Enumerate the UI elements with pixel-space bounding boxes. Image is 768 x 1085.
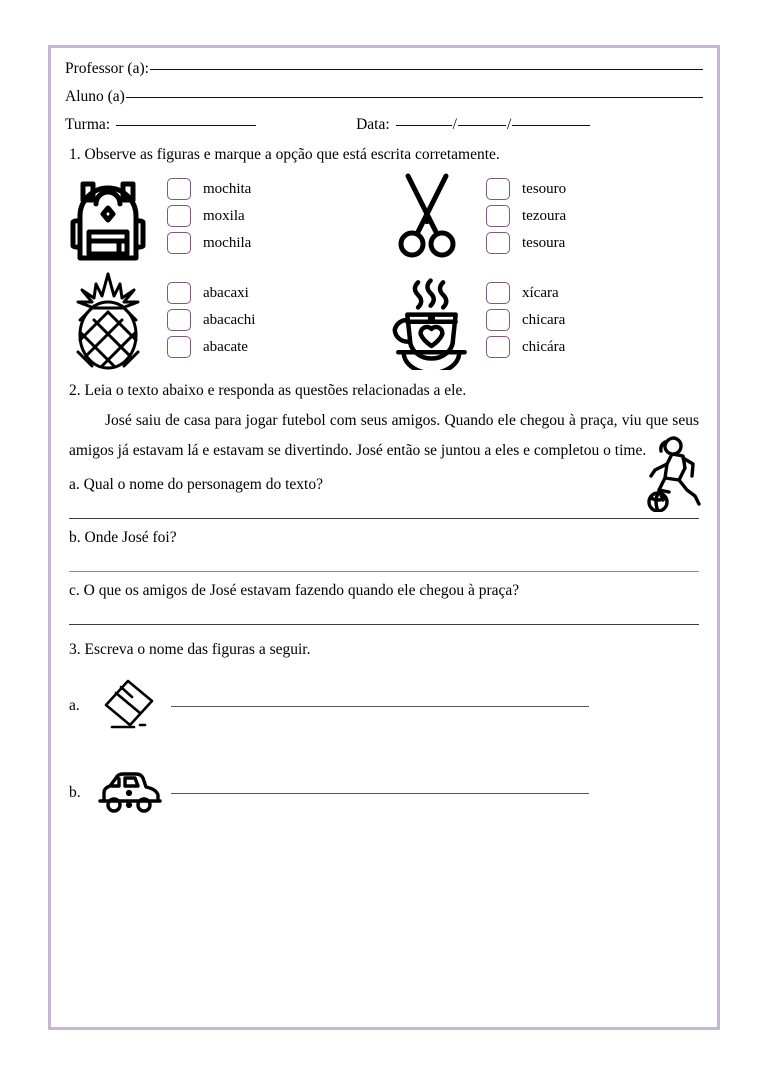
scissors-options bbox=[486, 178, 566, 254]
option-row[interactable] bbox=[486, 282, 565, 304]
option-row[interactable] bbox=[167, 232, 251, 254]
data-label: Data: bbox=[356, 116, 390, 133]
turma-data-row bbox=[65, 116, 703, 134]
checkbox-abacachi[interactable] bbox=[167, 309, 191, 331]
eraser-icon bbox=[95, 677, 167, 735]
data-field bbox=[356, 116, 590, 134]
exercise2-passage-block bbox=[69, 406, 699, 466]
exercise1-item-backpack bbox=[65, 170, 384, 262]
exercise1-item-scissors bbox=[384, 170, 703, 262]
data-slash-2: / bbox=[506, 116, 512, 133]
pineapple-icon bbox=[65, 268, 151, 372]
option-row[interactable] bbox=[167, 178, 251, 200]
soccer-player-icon bbox=[643, 432, 705, 523]
data-year-line[interactable] bbox=[512, 125, 590, 126]
exercise2-question-a: a. Qual o nome do personagem do texto? bbox=[69, 476, 323, 494]
option-label: chicára bbox=[522, 338, 566, 355]
teacup-options bbox=[486, 282, 565, 358]
answer-line-b[interactable] bbox=[69, 571, 699, 572]
turma-input-line[interactable] bbox=[116, 125, 256, 126]
turma-field bbox=[65, 116, 256, 134]
option-label: abacachi bbox=[203, 311, 256, 328]
option-row[interactable] bbox=[486, 336, 565, 358]
pineapple-options bbox=[167, 282, 255, 358]
exercise3-item-car bbox=[65, 771, 703, 815]
exercise2-question-b: b. Onde José foi? bbox=[69, 529, 177, 547]
exercise1-item-pineapple bbox=[65, 268, 384, 372]
aluno-label: Aluno (a) bbox=[65, 88, 125, 105]
option-label: chicara bbox=[522, 311, 566, 328]
answer-line-a[interactable] bbox=[69, 518, 699, 519]
option-row[interactable] bbox=[167, 336, 255, 358]
worksheet-page bbox=[48, 45, 720, 1030]
exercise2-prompt: 2. Leia o texto abaixo e responda as questões relacionadas a ele. bbox=[69, 382, 467, 399]
scissors-icon bbox=[384, 170, 470, 262]
exercise3-prompt: 3. Escreva o nome das figuras a seguir. bbox=[69, 641, 311, 659]
checkbox-tesouro[interactable] bbox=[486, 178, 510, 200]
option-label: tezoura bbox=[522, 207, 567, 224]
checkbox-tezoura[interactable] bbox=[486, 205, 510, 227]
option-label: tesouro bbox=[522, 180, 567, 197]
option-label: abacaxi bbox=[203, 284, 249, 301]
option-row[interactable] bbox=[167, 309, 255, 331]
option-row[interactable] bbox=[486, 178, 566, 200]
exercise1-item-teacup bbox=[384, 270, 703, 370]
answer-line-c[interactable] bbox=[69, 624, 699, 625]
exercise2-question-c: c. O que os amigos de José estavam fazendo quando ele chegou à praça? bbox=[69, 582, 520, 600]
option-row[interactable] bbox=[167, 205, 251, 227]
worksheet-content bbox=[51, 48, 717, 1027]
option-row[interactable] bbox=[486, 232, 566, 254]
checkbox-mochita[interactable] bbox=[167, 178, 191, 200]
exercise3-letter: b. bbox=[69, 784, 81, 802]
checkbox-chicara[interactable] bbox=[486, 309, 510, 331]
option-row[interactable] bbox=[167, 282, 255, 304]
option-label: abacate bbox=[203, 338, 248, 355]
option-label: tesoura bbox=[522, 234, 566, 251]
option-label: mochila bbox=[203, 234, 252, 251]
option-row[interactable] bbox=[486, 205, 566, 227]
backpack-options bbox=[167, 178, 251, 254]
aluno-field-row bbox=[65, 88, 703, 106]
checkbox-chicara-acento[interactable] bbox=[486, 336, 510, 358]
aluno-input-line[interactable] bbox=[126, 97, 703, 98]
data-slash-1: / bbox=[452, 116, 457, 133]
option-label: xícara bbox=[522, 284, 559, 301]
option-label: mochita bbox=[203, 180, 252, 197]
data-day-line[interactable] bbox=[396, 125, 452, 126]
checkbox-abacate[interactable] bbox=[167, 336, 191, 358]
professor-field-row bbox=[65, 60, 703, 78]
checkbox-mochila[interactable] bbox=[167, 232, 191, 254]
checkbox-tesoura[interactable] bbox=[486, 232, 510, 254]
backpack-icon bbox=[65, 170, 151, 262]
professor-label: Professor (a): bbox=[65, 60, 149, 77]
exercise1-prompt: 1. Observe as figuras e marque a opção que está escrita corretamente. bbox=[69, 146, 500, 163]
checkbox-abacaxi[interactable] bbox=[167, 282, 191, 304]
checkbox-moxila[interactable] bbox=[167, 205, 191, 227]
checkbox-xicara[interactable] bbox=[486, 282, 510, 304]
option-row[interactable] bbox=[486, 309, 565, 331]
professor-input-line[interactable] bbox=[150, 69, 703, 70]
teacup-icon bbox=[384, 270, 470, 370]
exercise3-item-eraser bbox=[65, 677, 703, 735]
exercise3-answer-line-b[interactable] bbox=[171, 793, 589, 794]
passage-text: José saiu de casa para jogar futebol com seus amigos. Quando ele chegou à praça, viu que seus amigos já estavam lá e estavam se divertindo. José então se juntou a eles e completou o time. bbox=[69, 412, 699, 460]
exercise1-row bbox=[65, 170, 703, 262]
exercise3-answer-line-a[interactable] bbox=[171, 706, 589, 707]
exercise1-row bbox=[65, 268, 703, 372]
data-month-line[interactable] bbox=[458, 125, 506, 126]
car-icon bbox=[95, 771, 167, 815]
turma-label: Turma: bbox=[65, 116, 111, 133]
exercise1-grid bbox=[65, 170, 703, 372]
option-label: moxila bbox=[203, 207, 245, 224]
exercise3-letter: a. bbox=[69, 697, 80, 715]
